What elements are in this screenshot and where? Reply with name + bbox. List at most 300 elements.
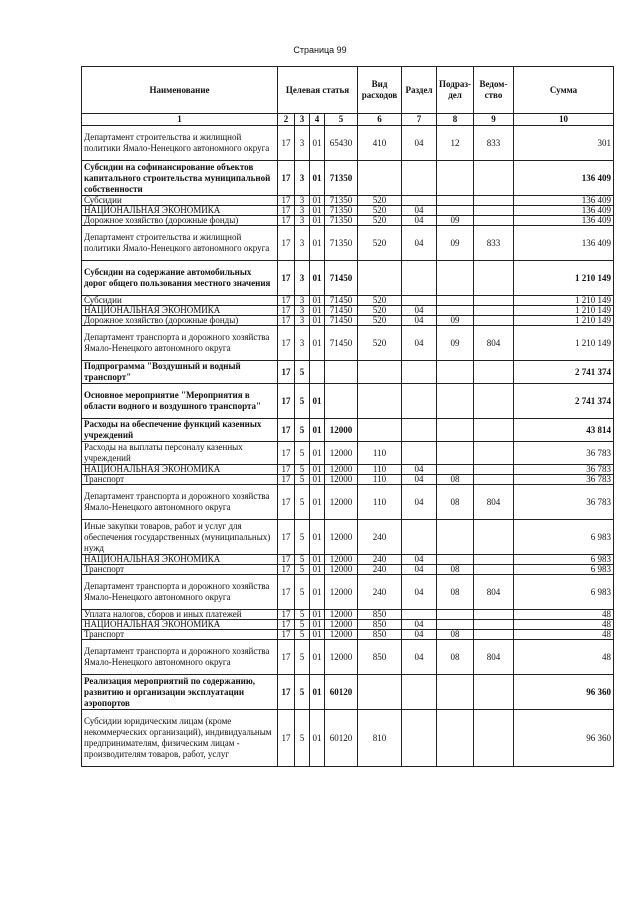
row-subsection — [437, 610, 474, 620]
row-target-program: 17 — [278, 384, 295, 419]
row-target-subprogram: 5 — [295, 565, 310, 575]
row-sum: 1 210 149 — [514, 261, 614, 296]
row-department — [474, 475, 514, 485]
row-target-subprogram: 5 — [295, 620, 310, 630]
row-expense-type — [358, 384, 402, 419]
row-department — [474, 161, 514, 196]
row-subsection: 08 — [437, 630, 474, 640]
row-target-subprogram: 5 — [295, 675, 310, 710]
row-name: Подпрограмма "Воздушный и водный транспорт" — [82, 361, 278, 384]
row-department — [474, 206, 514, 216]
row-target-program: 17 — [278, 520, 295, 555]
header-department: Ведом-ство — [474, 67, 514, 114]
row-department — [474, 384, 514, 419]
row-target-program: 17 — [278, 565, 295, 575]
row-sum: 96 360 — [514, 710, 614, 767]
row-section: 04 — [402, 555, 437, 565]
row-target-subprogram: 3 — [295, 196, 310, 206]
row-subsection — [437, 465, 474, 475]
row-target-program: 17 — [278, 296, 295, 306]
row-name: Транспорт — [82, 565, 278, 575]
row-target-code: 12000 — [325, 485, 358, 520]
row-name: Транспорт — [82, 630, 278, 640]
row-expense-type — [358, 161, 402, 196]
column-number: 8 — [437, 114, 474, 126]
row-section — [402, 361, 437, 384]
row-target-code: 71450 — [325, 261, 358, 296]
row-section: 04 — [402, 126, 437, 161]
row-name: Субсидии на софинансирование объектов капитального строительства муниципальной собственности — [82, 161, 278, 196]
row-target-activity: 01 — [310, 555, 325, 565]
row-expense-type: 850 — [358, 630, 402, 640]
row-target-activity: 01 — [310, 306, 325, 316]
table-row — [82, 475, 614, 485]
row-target-code: 12000 — [325, 640, 358, 675]
row-expense-type: 110 — [358, 465, 402, 475]
row-target-code: 12000 — [325, 475, 358, 485]
header-name: Наименование — [82, 67, 278, 114]
row-expense-type — [358, 361, 402, 384]
row-subsection — [437, 442, 474, 465]
row-section: 04 — [402, 226, 437, 261]
row-department — [474, 710, 514, 767]
row-name: Уплата налогов, сборов и иных платежей — [82, 610, 278, 620]
row-expense-type — [358, 261, 402, 296]
row-target-program: 17 — [278, 475, 295, 485]
row-target-program: 17 — [278, 485, 295, 520]
table-row — [82, 361, 614, 384]
row-sum: 136 409 — [514, 161, 614, 196]
row-name: Основное мероприятие "Мероприятия в области водного и воздушного транспорта" — [82, 384, 278, 419]
row-name: НАЦИОНАЛЬНАЯ ЭКОНОМИКА — [82, 465, 278, 475]
table-row — [82, 610, 614, 620]
table-row — [82, 216, 614, 226]
row-department — [474, 306, 514, 316]
row-target-activity: 01 — [310, 520, 325, 555]
row-target-code: 71450 — [325, 316, 358, 326]
row-expense-type: 110 — [358, 475, 402, 485]
row-section — [402, 610, 437, 620]
row-target-code: 12000 — [325, 555, 358, 565]
row-section — [402, 520, 437, 555]
row-expense-type — [358, 419, 402, 442]
row-expense-type: 520 — [358, 226, 402, 261]
row-name: Департамент строительства и жилищной политики Ямало-Ненецкого автономного округа — [82, 226, 278, 261]
row-section: 04 — [402, 565, 437, 575]
row-target-code: 12000 — [325, 565, 358, 575]
table-row — [82, 419, 614, 442]
row-name: Расходы на выплаты персоналу казенных учреждений — [82, 442, 278, 465]
row-name: Транспорт — [82, 475, 278, 485]
row-expense-type: 240 — [358, 555, 402, 565]
row-target-code: 71350 — [325, 206, 358, 216]
row-sum: 48 — [514, 640, 614, 675]
row-section: 04 — [402, 216, 437, 226]
column-number: 4 — [310, 114, 325, 126]
row-target-code: 12000 — [325, 442, 358, 465]
row-department: 804 — [474, 640, 514, 675]
row-expense-type: 110 — [358, 442, 402, 465]
row-department — [474, 296, 514, 306]
row-section: 04 — [402, 620, 437, 630]
row-target-activity: 01 — [310, 216, 325, 226]
column-number: 5 — [325, 114, 358, 126]
row-sum: 1 210 149 — [514, 326, 614, 361]
row-target-subprogram: 3 — [295, 261, 310, 296]
row-subsection — [437, 306, 474, 316]
row-sum: 48 — [514, 630, 614, 640]
table-row — [82, 520, 614, 555]
row-section: 04 — [402, 326, 437, 361]
table-body — [82, 126, 614, 767]
row-target-activity: 01 — [310, 261, 325, 296]
table-row — [82, 206, 614, 216]
row-subsection — [437, 675, 474, 710]
table-row — [82, 675, 614, 710]
row-subsection — [437, 196, 474, 206]
row-target-activity: 01 — [310, 640, 325, 675]
row-section: 04 — [402, 575, 437, 610]
row-target-code: 12000 — [325, 520, 358, 555]
row-target-program: 17 — [278, 226, 295, 261]
table-row — [82, 306, 614, 316]
row-name: Расходы на обеспечение функций казенных учреждений — [82, 419, 278, 442]
budget-table — [81, 66, 614, 767]
row-expense-type: 810 — [358, 710, 402, 767]
table-row — [82, 485, 614, 520]
column-number: 7 — [402, 114, 437, 126]
row-target-subprogram: 5 — [295, 630, 310, 640]
row-target-activity: 01 — [310, 630, 325, 640]
row-subsection: 08 — [437, 485, 474, 520]
row-sum: 136 409 — [514, 206, 614, 216]
row-target-activity: 01 — [310, 620, 325, 630]
row-target-activity: 01 — [310, 196, 325, 206]
row-name: Субсидии на содержание автомобильных дорог общего пользования местного значения — [82, 261, 278, 296]
table-row — [82, 565, 614, 575]
row-target-subprogram: 3 — [295, 126, 310, 161]
row-sum: 6 983 — [514, 520, 614, 555]
row-subsection — [437, 520, 474, 555]
row-target-subprogram: 5 — [295, 475, 310, 485]
row-expense-type: 240 — [358, 565, 402, 575]
row-target-code: 71450 — [325, 326, 358, 361]
row-target-subprogram: 5 — [295, 555, 310, 565]
row-section — [402, 161, 437, 196]
row-target-program: 17 — [278, 610, 295, 620]
row-subsection — [437, 710, 474, 767]
row-target-code: 12000 — [325, 630, 358, 640]
row-expense-type: 850 — [358, 620, 402, 630]
row-subsection: 09 — [437, 216, 474, 226]
row-name: Департамент транспорта и дорожного хозяйства Ямало-Ненецкого автономного округа — [82, 326, 278, 361]
row-sum: 136 409 — [514, 216, 614, 226]
column-number: 1 — [82, 114, 278, 126]
header-subsection: Подраз-дел — [437, 67, 474, 114]
table-row — [82, 620, 614, 630]
row-target-subprogram: 5 — [295, 361, 310, 384]
row-target-code: 71350 — [325, 226, 358, 261]
row-name: Иные закупки товаров, работ и услуг для обеспечения государственных (муниципальных) нужд — [82, 520, 278, 555]
row-sum: 136 409 — [514, 226, 614, 261]
row-target-program: 17 — [278, 326, 295, 361]
row-target-activity: 01 — [310, 161, 325, 196]
row-target-activity: 01 — [310, 710, 325, 767]
row-target-code: 71350 — [325, 216, 358, 226]
row-expense-type: 520 — [358, 296, 402, 306]
row-target-program: 17 — [278, 442, 295, 465]
row-department: 833 — [474, 226, 514, 261]
row-section: 04 — [402, 306, 437, 316]
row-sum: 2 741 374 — [514, 384, 614, 419]
table-row — [82, 465, 614, 475]
row-sum: 6 983 — [514, 555, 614, 565]
row-section — [402, 675, 437, 710]
row-target-activity: 01 — [310, 326, 325, 361]
row-target-program: 17 — [278, 640, 295, 675]
row-expense-type: 520 — [358, 316, 402, 326]
row-name: Дорожное хозяйство (дорожные фонды) — [82, 316, 278, 326]
table-row — [82, 555, 614, 565]
row-target-code: 60120 — [325, 710, 358, 767]
row-section: 04 — [402, 485, 437, 520]
row-target-code: 71450 — [325, 296, 358, 306]
column-number: 3 — [295, 114, 310, 126]
row-name: Субсидии юридическим лицам (кроме некоммерческих организаций), индивидуальным предпринимателям, физическим лицам - производителям товаров, работ, услуг — [82, 710, 278, 767]
row-sum: 1 210 149 — [514, 306, 614, 316]
row-target-subprogram: 5 — [295, 520, 310, 555]
row-subsection: 09 — [437, 226, 474, 261]
table-row — [82, 442, 614, 465]
row-section — [402, 419, 437, 442]
row-department — [474, 361, 514, 384]
row-section: 04 — [402, 316, 437, 326]
row-subsection — [437, 620, 474, 630]
table-row — [82, 316, 614, 326]
table-header-row — [82, 67, 614, 114]
row-target-activity: 01 — [310, 384, 325, 419]
row-subsection — [437, 206, 474, 216]
row-sum: 43 814 — [514, 419, 614, 442]
row-target-code: 65430 — [325, 126, 358, 161]
row-sum: 6 983 — [514, 565, 614, 575]
row-target-program: 17 — [278, 206, 295, 216]
row-target-activity: 01 — [310, 485, 325, 520]
row-subsection — [437, 161, 474, 196]
row-target-subprogram: 5 — [295, 575, 310, 610]
table-row — [82, 710, 614, 767]
row-department — [474, 419, 514, 442]
row-department — [474, 465, 514, 475]
page-number-label: Страница 99 — [293, 45, 347, 55]
row-target-subprogram: 3 — [295, 316, 310, 326]
row-target-activity: 01 — [310, 226, 325, 261]
row-name: Субсидии — [82, 296, 278, 306]
row-target-code: 60120 — [325, 675, 358, 710]
row-expense-type — [358, 675, 402, 710]
row-sum: 2 741 374 — [514, 361, 614, 384]
row-name: НАЦИОНАЛЬНАЯ ЭКОНОМИКА — [82, 306, 278, 316]
row-section: 04 — [402, 465, 437, 475]
row-expense-type: 520 — [358, 196, 402, 206]
row-section — [402, 710, 437, 767]
row-section — [402, 196, 437, 206]
row-target-subprogram: 5 — [295, 485, 310, 520]
table-row — [82, 196, 614, 206]
row-sum: 48 — [514, 610, 614, 620]
row-department: 804 — [474, 575, 514, 610]
row-target-code: 12000 — [325, 419, 358, 442]
row-section: 04 — [402, 630, 437, 640]
row-expense-type: 520 — [358, 206, 402, 216]
table-row — [82, 326, 614, 361]
row-department — [474, 555, 514, 565]
header-target: Целевая статья — [278, 67, 358, 114]
row-expense-type: 520 — [358, 306, 402, 316]
row-target-program: 17 — [278, 216, 295, 226]
row-name: Департамент транспорта и дорожного хозяйства Ямало-Ненецкого автономного округа — [82, 575, 278, 610]
row-target-program: 17 — [278, 630, 295, 640]
row-target-activity — [310, 361, 325, 384]
row-subsection — [437, 555, 474, 565]
row-expense-type: 110 — [358, 485, 402, 520]
row-target-subprogram: 3 — [295, 296, 310, 306]
row-department — [474, 610, 514, 620]
row-target-subprogram: 3 — [295, 226, 310, 261]
row-target-activity: 01 — [310, 419, 325, 442]
row-sum: 36 783 — [514, 465, 614, 475]
header-expense-type: Вид расходов — [358, 67, 402, 114]
table-row — [82, 384, 614, 419]
row-target-activity: 01 — [310, 206, 325, 216]
row-target-activity: 01 — [310, 675, 325, 710]
row-section: 04 — [402, 206, 437, 216]
row-subsection: 09 — [437, 316, 474, 326]
row-department — [474, 675, 514, 710]
row-subsection — [437, 261, 474, 296]
row-target-code: 12000 — [325, 610, 358, 620]
row-subsection — [437, 361, 474, 384]
row-sum: 136 409 — [514, 196, 614, 206]
column-number: 6 — [358, 114, 402, 126]
row-target-code: 12000 — [325, 465, 358, 475]
row-target-subprogram: 5 — [295, 384, 310, 419]
row-expense-type: 850 — [358, 640, 402, 675]
row-subsection: 09 — [437, 326, 474, 361]
row-department — [474, 520, 514, 555]
row-name: Департамент строительства и жилищной политики Ямало-Ненецкого автономного округа — [82, 126, 278, 161]
table-row — [82, 575, 614, 610]
row-name: НАЦИОНАЛЬНАЯ ЭКОНОМИКА — [82, 555, 278, 565]
row-target-subprogram: 5 — [295, 465, 310, 475]
row-name: НАЦИОНАЛЬНАЯ ЭКОНОМИКА — [82, 620, 278, 630]
row-department — [474, 316, 514, 326]
table-row — [82, 640, 614, 675]
row-target-code: 71350 — [325, 196, 358, 206]
row-section — [402, 442, 437, 465]
row-sum: 36 783 — [514, 442, 614, 465]
row-target-subprogram: 5 — [295, 442, 310, 465]
header-sum: Сумма — [514, 67, 614, 114]
row-sum: 36 783 — [514, 485, 614, 520]
row-target-subprogram: 3 — [295, 216, 310, 226]
row-target-subprogram: 5 — [295, 710, 310, 767]
column-number: 9 — [474, 114, 514, 126]
row-name: Субсидии — [82, 196, 278, 206]
row-expense-type: 240 — [358, 520, 402, 555]
table-row — [82, 296, 614, 306]
row-department: 833 — [474, 126, 514, 161]
row-target-activity: 01 — [310, 296, 325, 306]
row-target-program: 17 — [278, 575, 295, 610]
row-target-program: 17 — [278, 419, 295, 442]
row-target-subprogram: 5 — [295, 640, 310, 675]
row-target-subprogram: 3 — [295, 306, 310, 316]
row-department: 804 — [474, 326, 514, 361]
row-sum: 96 360 — [514, 675, 614, 710]
row-target-program: 17 — [278, 261, 295, 296]
row-subsection: 12 — [437, 126, 474, 161]
row-target-subprogram: 3 — [295, 161, 310, 196]
row-sum: 48 — [514, 620, 614, 630]
row-subsection: 08 — [437, 640, 474, 675]
row-department — [474, 565, 514, 575]
row-sum: 6 983 — [514, 575, 614, 610]
table-row — [82, 161, 614, 196]
row-section — [402, 296, 437, 306]
row-sum: 301 — [514, 126, 614, 161]
row-expense-type: 240 — [358, 575, 402, 610]
row-expense-type: 520 — [358, 216, 402, 226]
row-target-program: 17 — [278, 361, 295, 384]
row-expense-type: 850 — [358, 610, 402, 620]
row-target-code: 71350 — [325, 161, 358, 196]
column-number-row — [82, 114, 614, 126]
row-department — [474, 620, 514, 630]
row-target-activity: 01 — [310, 316, 325, 326]
row-target-activity: 01 — [310, 610, 325, 620]
row-department: 804 — [474, 485, 514, 520]
table-row — [82, 630, 614, 640]
row-target-subprogram: 5 — [295, 610, 310, 620]
row-target-program: 17 — [278, 710, 295, 767]
header-section: Раздел — [402, 67, 437, 114]
row-target-program: 17 — [278, 306, 295, 316]
row-section — [402, 384, 437, 419]
row-target-activity: 01 — [310, 442, 325, 465]
row-target-program: 17 — [278, 161, 295, 196]
table-row — [82, 261, 614, 296]
row-target-program: 17 — [278, 196, 295, 206]
column-number: 2 — [278, 114, 295, 126]
row-target-program: 17 — [278, 316, 295, 326]
row-subsection: 08 — [437, 475, 474, 485]
row-department — [474, 261, 514, 296]
row-target-program: 17 — [278, 126, 295, 161]
row-target-program: 17 — [278, 555, 295, 565]
row-name: НАЦИОНАЛЬНАЯ ЭКОНОМИКА — [82, 206, 278, 216]
row-section: 04 — [402, 475, 437, 485]
row-section — [402, 261, 437, 296]
row-target-code — [325, 384, 358, 419]
row-target-code — [325, 361, 358, 384]
row-sum: 1 210 149 — [514, 316, 614, 326]
row-department — [474, 196, 514, 206]
table-row — [82, 126, 614, 161]
row-target-program: 17 — [278, 675, 295, 710]
row-name: Департамент транспорта и дорожного хозяйства Ямало-Ненецкого автономного округа — [82, 485, 278, 520]
table-row — [82, 226, 614, 261]
